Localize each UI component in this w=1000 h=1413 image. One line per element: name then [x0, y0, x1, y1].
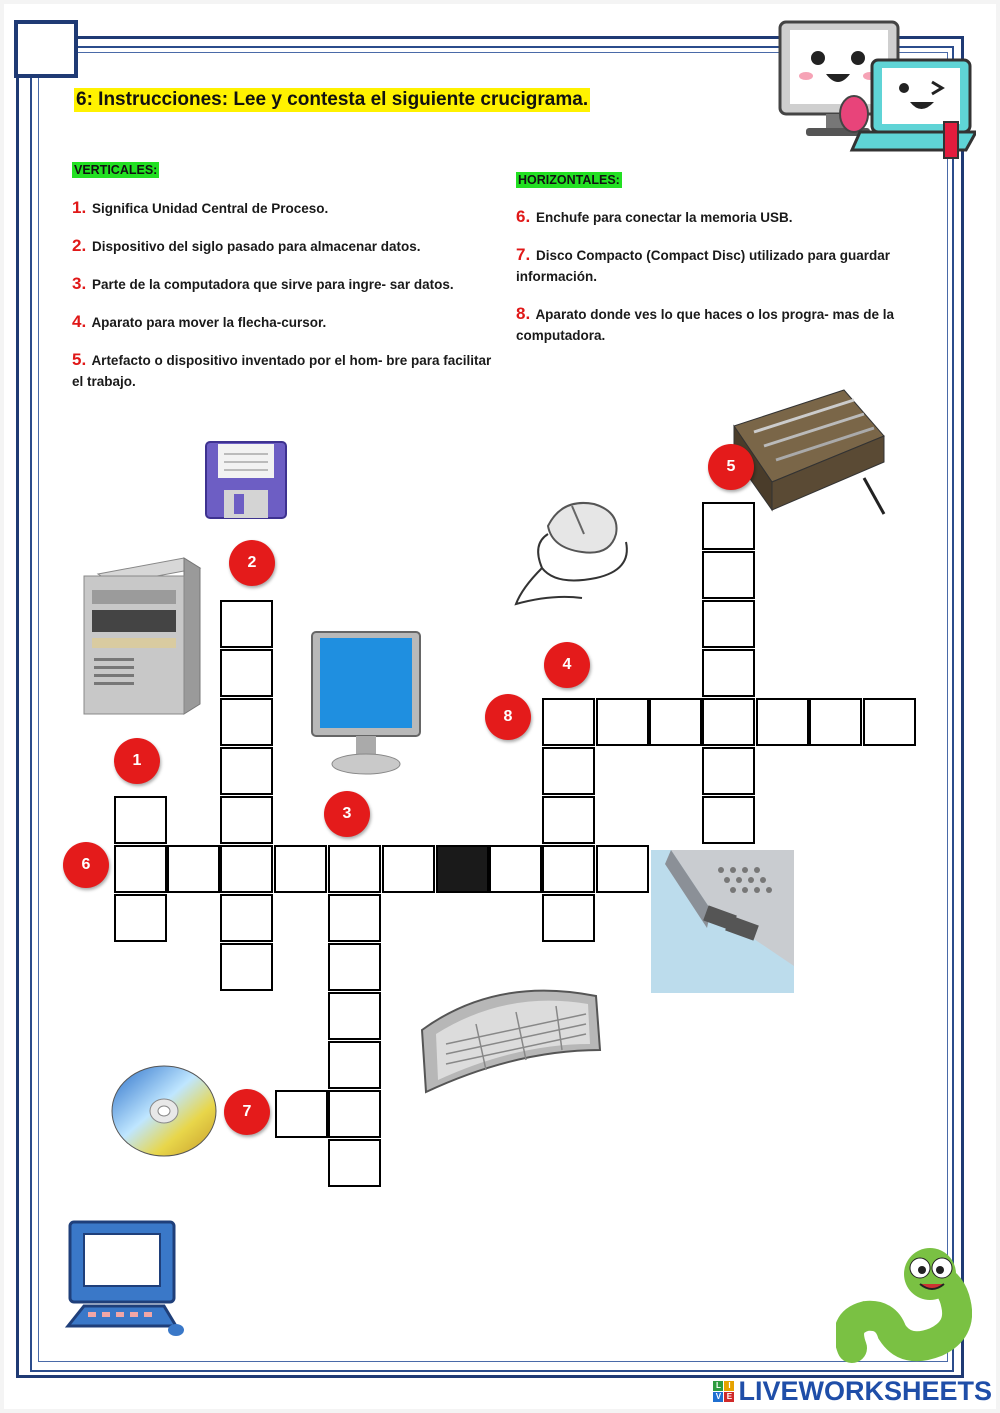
- clue-vertical-1: [72, 197, 502, 219]
- clue-badge-8: 8: [485, 694, 531, 740]
- mark-letter: I: [724, 1381, 734, 1391]
- crossword-cell[interactable]: [328, 992, 381, 1040]
- clue-text: Disco Compacto (Compact Disc) utilizado para guardar información.: [516, 248, 891, 284]
- clue-horizontal-8: [516, 303, 926, 346]
- crossword-cell[interactable]: [542, 796, 595, 844]
- crossword-cell[interactable]: [328, 845, 381, 893]
- crossword-cell[interactable]: [220, 796, 273, 844]
- crossword-cell[interactable]: [542, 894, 595, 942]
- monitor-icon: [310, 630, 422, 778]
- crossword-cell[interactable]: [114, 796, 167, 844]
- crossword-cell[interactable]: [649, 698, 702, 746]
- crossword-cell[interactable]: [596, 698, 649, 746]
- clue-number: 5.: [72, 350, 87, 369]
- crossword-cell[interactable]: [702, 551, 755, 599]
- clue-text: Aparato para mover la flecha-cursor.: [91, 315, 327, 330]
- clue-number: 4.: [72, 312, 87, 331]
- clue-number: 8.: [516, 304, 531, 323]
- usb-port-icon: [651, 850, 794, 993]
- clue-number: 3.: [72, 274, 87, 293]
- crossword-cell[interactable]: [596, 845, 649, 893]
- clue-vertical-2: [72, 235, 502, 257]
- clue-text: Significa Unidad Central de Proceso.: [91, 201, 329, 216]
- liveworksheets-brand: LIVEWORKSHEETS: [738, 1376, 992, 1406]
- crossword-cell[interactable]: [542, 698, 595, 746]
- crossword-cell[interactable]: [809, 698, 862, 746]
- crossword-cell[interactable]: [220, 600, 273, 648]
- clue-badge-3: 3: [324, 791, 370, 837]
- crossword-cell[interactable]: [542, 845, 595, 893]
- horizontales-label: HORIZONTALES:: [518, 173, 620, 187]
- crossword-cell[interactable]: [220, 747, 273, 795]
- mark-letter: L: [713, 1381, 723, 1391]
- clue-badge-2: 2: [229, 540, 275, 586]
- crossword-cell[interactable]: [220, 943, 273, 991]
- clue-badge-5: 5: [708, 444, 754, 490]
- clue-badge-6: 6: [63, 842, 109, 888]
- crossword-cell[interactable]: [489, 845, 542, 893]
- crossword-cell[interactable]: [220, 698, 273, 746]
- crossword-cell[interactable]: [275, 1090, 328, 1138]
- corner-box: [14, 20, 78, 78]
- clue-horizontal-6: [516, 206, 936, 228]
- crossword-cell[interactable]: [328, 943, 381, 991]
- crossword-cell[interactable]: [114, 894, 167, 942]
- clue-vertical-5: [72, 349, 492, 392]
- clue-badge-1: 1: [114, 738, 160, 784]
- clue-text: Aparato donde ves lo que haces o los progra- mas de la computadora.: [516, 307, 895, 343]
- clue-text: Artefacto o dispositivo inventado por el hom- bre para facilitar el trabajo.: [72, 353, 492, 389]
- crossword-cell[interactable]: [167, 845, 220, 893]
- liveworksheets-mark-icon: [713, 1381, 734, 1402]
- cpu-tower-icon: [80, 554, 204, 718]
- clue-badge-7: 7: [224, 1089, 270, 1135]
- verticales-label: VERTICALES:: [74, 163, 158, 177]
- crossword-cell[interactable]: [328, 894, 381, 942]
- liveworksheets-logo: [713, 1376, 992, 1407]
- page-title: 6: Instrucciones: Lee y contesta el siguiente crucigrama.: [76, 89, 589, 110]
- clue-number: 6.: [516, 207, 531, 226]
- clue-badge-4: 4: [544, 642, 590, 688]
- crossword-cell[interactable]: [702, 747, 755, 795]
- crossword-cell[interactable]: [863, 698, 916, 746]
- mouse-icon: [512, 494, 638, 610]
- clue-vertical-3: [72, 273, 502, 295]
- crossword-cell[interactable]: [382, 845, 435, 893]
- mark-letter: V: [713, 1392, 723, 1402]
- crossword-cell-blocked: [436, 845, 489, 893]
- crossword-cell[interactable]: [328, 1041, 381, 1089]
- clue-text: Enchufe para conectar la memoria USB.: [535, 210, 793, 225]
- clue-vertical-4: [72, 311, 502, 333]
- crossword-cell[interactable]: [220, 845, 273, 893]
- crossword-cell[interactable]: [328, 1139, 381, 1187]
- retro-computer-icon: [64, 1218, 194, 1350]
- crossword-cell[interactable]: [220, 649, 273, 697]
- crossword-cell[interactable]: [702, 796, 755, 844]
- clue-number: 2.: [72, 236, 87, 255]
- clue-text: Dispositivo del siglo pasado para almacenar datos.: [91, 239, 421, 254]
- mark-letter: E: [724, 1392, 734, 1402]
- crossword-cell[interactable]: [702, 649, 755, 697]
- clue-number: 7.: [516, 245, 531, 264]
- cd-icon: [110, 1064, 218, 1158]
- crossword-cell[interactable]: [114, 845, 167, 893]
- keyboard-icon: [416, 980, 602, 1096]
- clue-horizontal-7: [516, 244, 926, 287]
- crossword-cell[interactable]: [220, 894, 273, 942]
- crossword-cell[interactable]: [702, 600, 755, 648]
- crossword-cell[interactable]: [756, 698, 809, 746]
- floppy-disk-icon: [204, 440, 288, 520]
- crossword-cell[interactable]: [702, 502, 755, 550]
- crossword-cell[interactable]: [328, 1090, 381, 1138]
- clue-text: Parte de la computadora que sirve para ingre- sar datos.: [91, 277, 454, 292]
- worm-mascot-icon: [836, 1244, 972, 1378]
- crossword-cell[interactable]: [274, 845, 327, 893]
- computer-mascot-icon: [776, 18, 976, 166]
- crossword-cell[interactable]: [702, 698, 755, 746]
- clue-number: 1.: [72, 198, 87, 217]
- crossword-cell[interactable]: [542, 747, 595, 795]
